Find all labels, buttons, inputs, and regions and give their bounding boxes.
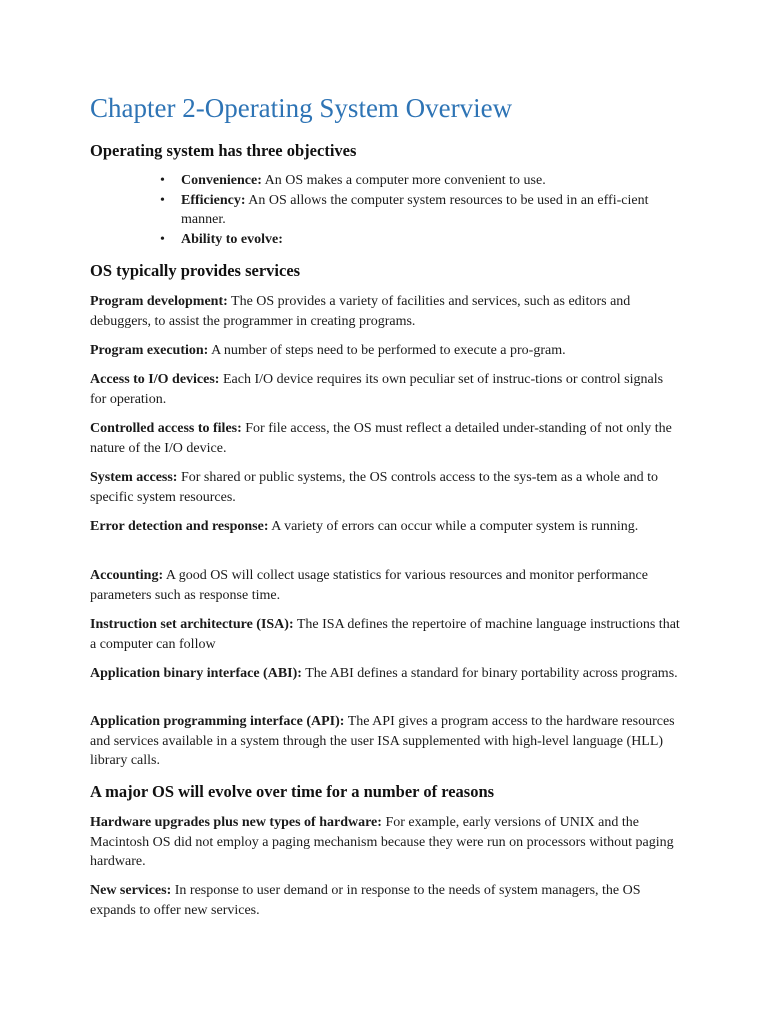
paragraph-label: Instruction set architecture (ISA): xyxy=(90,617,294,632)
item-label: Ability to evolve: xyxy=(181,231,283,247)
item-label: Convenience: xyxy=(181,173,262,188)
paragraph-label: Program development: xyxy=(90,294,228,309)
paragraph-text: For file access, the OS must reflect a detailed under-standing of not only the nature of the I/O device. xyxy=(90,421,672,456)
item-label: Efficiency: xyxy=(181,192,246,208)
page-title: Chapter 2-Operating System Overview xyxy=(90,93,513,123)
list-item xyxy=(160,191,660,230)
paragraph-text: For example, early versions of UNIX and the Macintosh OS did not employ a paging mechanism because they were run on processors without paging hardware. xyxy=(90,815,674,869)
service-paragraph xyxy=(90,712,680,771)
paragraph-text: Each I/O device requires its own peculiar set of instruc-tions or control signals for operation. xyxy=(90,372,664,407)
list-item xyxy=(160,171,660,191)
paragraph-label: Application binary interface (ABI): xyxy=(90,666,302,681)
paragraph-text: The ISA defines the repertoire of machine language instructions that a computer can follow xyxy=(90,617,680,652)
item-text: An OS makes a computer more convenient to use. xyxy=(264,173,546,188)
evolve-paragraph xyxy=(90,881,680,920)
paragraph-text: The ABI defines a standard for binary portability across programs. xyxy=(305,666,678,681)
objectives-heading: Operating system has three objectives xyxy=(90,141,357,160)
paragraph-label: Application programming interface (API): xyxy=(90,714,345,729)
service-paragraph xyxy=(90,615,680,654)
paragraph-text: The API gives a program access to the hardware resources and services available in a system through the user ISA supplemented with high-level language (HLL) library calls. xyxy=(90,714,675,768)
evolve-heading: A major OS will evolve over time for a number of reasons xyxy=(90,782,495,801)
objectives-list xyxy=(160,171,660,249)
paragraph-label: New services: xyxy=(90,883,172,898)
service-paragraph xyxy=(90,517,680,537)
bullet-icon: • xyxy=(160,173,165,188)
paragraph-text: A variety of errors can occur while a computer system is running. xyxy=(271,519,639,534)
paragraph-label: Access to I/O devices: xyxy=(90,372,220,387)
bullet-icon: • xyxy=(160,231,165,247)
paragraph-text: A number of steps need to be performed to execute a pro-gram. xyxy=(211,343,566,358)
paragraph-label: Controlled access to files: xyxy=(90,421,242,436)
paragraph-label: Program execution: xyxy=(90,343,209,358)
paragraph-text: A good OS will collect usage statistics for various resources and monitor performance parameters such as response time. xyxy=(90,568,648,603)
paragraph-text: In response to user demand or in response to the needs of system managers, the OS expands to offer new services. xyxy=(90,883,641,918)
evolve-paragraph xyxy=(90,813,680,872)
service-paragraph xyxy=(90,468,680,507)
service-paragraph xyxy=(90,341,680,361)
paragraph-text: For shared or public systems, the OS controls access to the sys-tem as a whole and to specific system resources. xyxy=(90,470,659,505)
bullet-icon: • xyxy=(160,192,165,208)
list-item xyxy=(160,230,660,250)
paragraph-label: Error detection and response: xyxy=(90,519,269,534)
paragraph-label: Hardware upgrades plus new types of hardware: xyxy=(90,815,382,830)
service-paragraph xyxy=(90,664,680,684)
service-paragraph xyxy=(90,566,680,605)
paragraph-label: Accounting: xyxy=(90,568,164,583)
service-paragraph xyxy=(90,419,680,458)
service-paragraph xyxy=(90,370,680,409)
services-heading: OS typically provides services xyxy=(90,261,301,280)
paragraph-text: The OS provides a variety of facilities and services, such as editors and debuggers, to assist the programmer in creating programs. xyxy=(90,294,631,329)
paragraph-label: System access: xyxy=(90,470,178,485)
item-text: An OS allows the computer system resources to be used in an effi-cient manner. xyxy=(181,192,649,227)
service-paragraph xyxy=(90,292,680,331)
